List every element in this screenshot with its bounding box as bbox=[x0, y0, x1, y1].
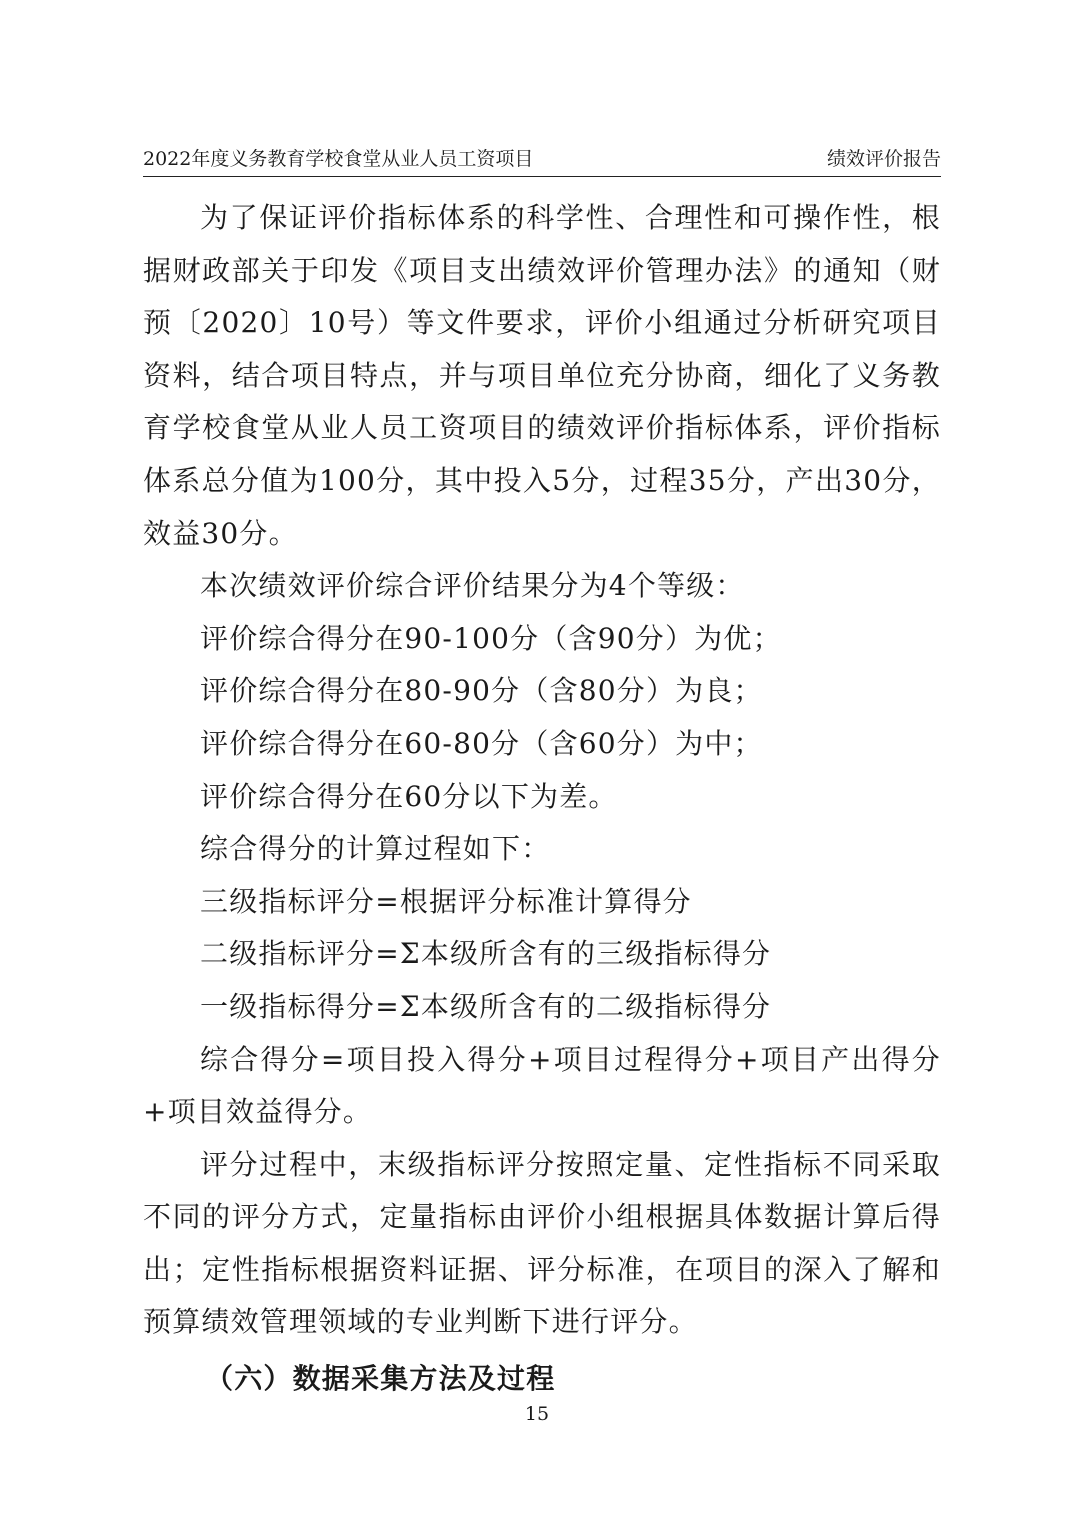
scoring-paragraph: 评分过程中，末级指标评分按照定量、定性指标不同采取不同的评分方式，定量指标由评价小组根据具体数据计算后得出；定性指标根据资料证据、评分标准，在项目的深入了解和预算绩效管理领域的专业判断下进行评分。 bbox=[143, 1147, 941, 1339]
total-formula: 综合得分=项目投入得分+项目过程得分+项目产出得分+项目效益得分。 bbox=[143, 1042, 941, 1129]
grade-good: 评价综合得分在80-90分（含80分）为良； bbox=[200, 674, 763, 708]
formula-level-1: 一级指标得分=Σ本级所含有的二级指标得分 bbox=[200, 989, 772, 1023]
formula-level-3: 三级指标评分=根据评分标准计算得分 bbox=[200, 884, 692, 918]
intro-paragraph: 为了保证评价指标体系的科学性、合理性和可操作性，根据财政部关于印发《项目支出绩效评价管理办法》的通知（财预〔2020〕10号）等文件要求，评价小组通过分析研究项目资料，结合项目特点，并与项目单位充分协商，细化了义务教育学校食堂从业人员工资项目的绩效评价指标体系，评价指标体系总分值为100分，其中投入5分，过程35分，产出30分，效益30分。 bbox=[143, 201, 941, 550]
grade-excellent: 评价综合得分在90-100分（含90分）为优； bbox=[200, 621, 782, 655]
formula-level-2: 二级指标评分=Σ本级所含有的三级指标得分 bbox=[200, 937, 772, 971]
page-number: 15 bbox=[524, 1403, 550, 1425]
grade-poor: 评价综合得分在60分以下为差。 bbox=[200, 779, 618, 813]
page-header bbox=[143, 146, 941, 177]
section-heading: （六）数据采集方法及过程 bbox=[205, 1362, 556, 1396]
calc-intro: 综合得分的计算过程如下： bbox=[200, 832, 551, 866]
document-body bbox=[143, 192, 941, 1406]
grade-intro: 本次绩效评价综合评价结果分为4个等级： bbox=[200, 569, 745, 603]
header-report-type: 绩效评价报告 bbox=[826, 148, 941, 170]
grade-medium: 评价综合得分在60-80分（含60分）为中； bbox=[200, 726, 763, 760]
header-report-title: 2022年度义务教育学校食堂从业人员工资项目 bbox=[143, 148, 534, 170]
